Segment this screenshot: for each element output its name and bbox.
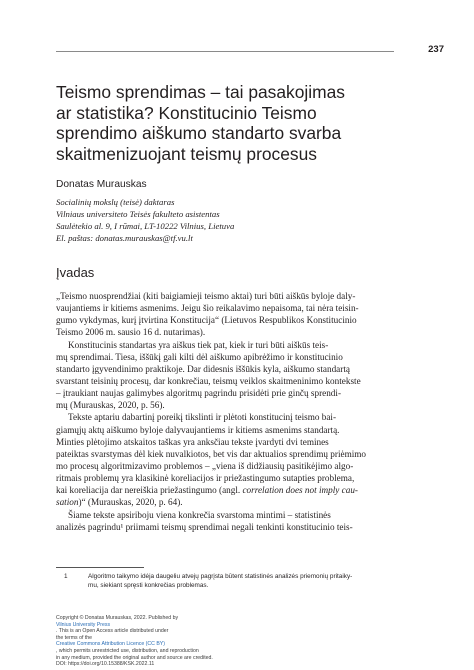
author-affiliation: [56, 196, 416, 244]
body-line: mo procesų algoritmizavimo problemos – „viena iš didžiausių pasitikėjimo algo-: [56, 460, 354, 471]
body-line: svarstant teisinių procesų, dar konkrečiau, teismų veiklos skaitmeninimo kontekste: [56, 375, 361, 386]
copyright-text: . This is an Open Access article distributed under: [56, 628, 169, 635]
license-link[interactable]: Creative Commons Attribution Licence (CC BY): [56, 641, 165, 648]
copyright-notice: [56, 615, 416, 668]
header-rule: [56, 51, 394, 52]
body-line: mų sprendimai. Tiesa, iššūkį gali kilti dėl aiškumo apibrėžimo ir konstitucinio: [56, 351, 343, 362]
copyright-line: [56, 615, 416, 635]
body-line: standarto įgyvendinimo praktikoje. Dar didesnis iššūkis kyla, aiškumo standartą: [56, 363, 350, 374]
copyright-line: [56, 635, 416, 655]
body-line: kai koreliacija dar nereiškia priežastingumo (angl. correlation does not imply cau-: [56, 485, 358, 496]
footnote-line: mu, siekiant spręsti konkrečias problemas.: [88, 582, 209, 590]
body-line: pateiktas svarstymas dėl kiek nuvalkiotos, bet vis dar aktualios sprendimų priėmimo: [56, 448, 367, 459]
title-line: sprendimo aiškumo standarto svarba: [56, 123, 342, 144]
body-line: Minties plėtojimo atskaitos taškas yra anksčiau tekste įvardyti dvi temines: [56, 436, 329, 447]
body-line: analizės pagrindu¹ priimami teismų sprendimai negali tenkinti konstitucinio teis-: [56, 521, 353, 532]
title-line: ar statistika? Konstitucinio Teismo: [56, 102, 317, 123]
body-line: gumo vykdymas, kurį įtvirtina Konstitucija“ (Lietuvos Respublikos Konstitucinio: [56, 315, 357, 326]
body-line: „Teismo nuosprendžiai (kiti baigiamieji teismo aktai) turi būti aiškūs byloje daly-: [56, 291, 356, 301]
body-line: Teismo 2006 m. sausio 16 d. nutarimas).: [56, 327, 206, 338]
body-line: mų (Murauskas, 2020, p. 56).: [56, 400, 165, 411]
body-line: Šiame tekste apsiriboju viena konkrečia svarstoma mintimi – statistinės: [68, 509, 331, 520]
copyright-line: in any medium, provided the original author and source are credited.: [56, 654, 213, 661]
footnote-line: Algoritmo taikymo idėja daugeliu atvejų pagrįsta būtent statistinės analizės priemonių pritaiky-: [88, 573, 353, 580]
body-line: Tekste aptariu dabartinį poreikį tikslinti ir plėtoti konstitucinį teismo bai-: [68, 412, 337, 423]
section-heading: Įvadas: [56, 265, 95, 280]
body-line: Konstitucinis standartas yra aiškus tiek pat, kiek ir turi būti aiškūs teis-: [68, 339, 329, 350]
author-name: Donatas Murauskas: [56, 179, 147, 190]
affiliation-address: Saulėtekio al. 9, I rūmai, LT-10222 Vilnius, Lietuva: [56, 221, 235, 232]
body-line: – įtraukiant naujas galimybes algoritmų pagrindu prisidėti prie ginčų sprendi-: [56, 388, 342, 399]
affiliation-degree: Socialinių mokslų (teisė) daktaras: [56, 197, 175, 207]
footnote-rule: [56, 567, 144, 568]
body-line: giamųjų aktų aiškumo byloje dalyvaujantiems ir kitiems asmenims standartą.: [56, 424, 340, 435]
copyright-text: , which permits unrestricted use, distribution, and reproduction: [56, 647, 199, 654]
copyright-text: the terms of the: [56, 634, 93, 641]
title-line: Teismo sprendimas – tai pasakojimas: [56, 82, 345, 102]
body-line: vaujantiems ir kitiems asmenims. Jeigu šio reikalavimo nepaisoma, tai nėra teisin-: [56, 303, 359, 314]
body-line: sation)“ (Murauskas, 2020, p. 64).: [56, 497, 183, 508]
title-line: skaitmenizuojant teismų procesus: [56, 143, 317, 164]
doi-line[interactable]: DOI: https://doi.org/10.15388/KSK.2022.11: [56, 661, 155, 668]
body-text: [56, 290, 396, 533]
article-title: [56, 82, 436, 164]
affiliation-email[interactable]: El. paštas: donatas.murauskas@tf.vu.lt: [56, 233, 193, 244]
body-line: ritmais problemų yra klasikinė koreliacijos ir priežastingumo sutapties problema,: [56, 473, 355, 484]
page-number: 237: [428, 44, 444, 55]
footnote-text: [88, 572, 408, 591]
footnote-number: 1: [64, 573, 68, 580]
copyright-text: Copyright © Donatas Murauskas, 2022. Published by: [56, 615, 179, 621]
publisher-link[interactable]: Vilnius University Press: [56, 621, 111, 628]
affiliation-position: Vilniaus universiteto Teisės fakulteto asistentas: [56, 209, 220, 220]
